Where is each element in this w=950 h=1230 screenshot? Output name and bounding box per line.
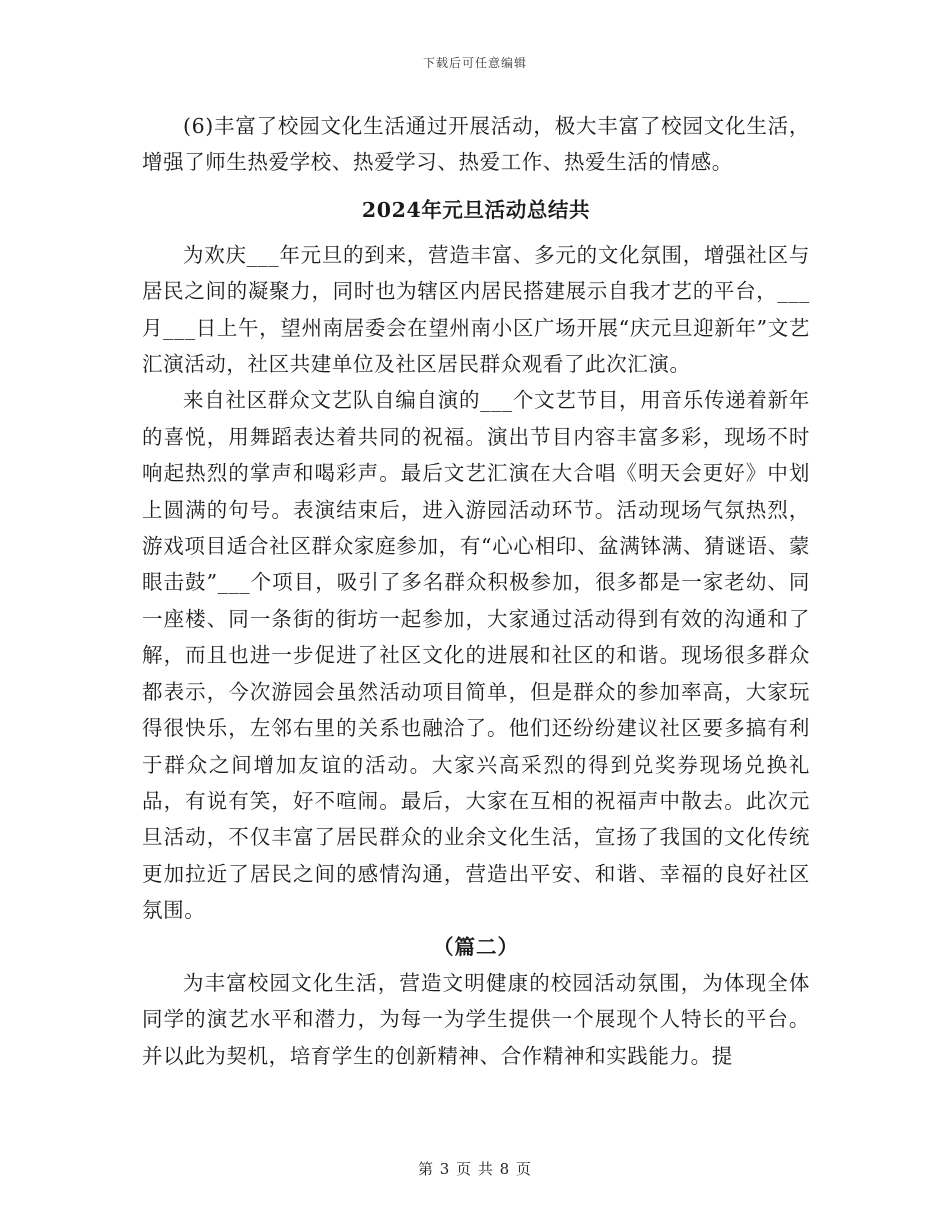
document-body [142,108,810,1074]
body-paragraph-1: 为欢庆___年元旦的到来，营造丰富、多元的文化氛围，增强社区与居民之间的凝聚力，同时也为辖区内居民搭建展示自我才艺的平台，___月___日上午，望州南居委会在望州南小区广场开展“庆元旦迎新年”文艺汇演活动，社区共建单位及社区居民群众观看了此次汇演。 [142,242,810,377]
intro-paragraph: (6)丰富了校园文化生活通过开展活动，极大丰富了校园文化生活，增强了师生热爱学校、热爱学习、热爱工作、热爱生活的情感。 [142,114,810,175]
section-paragraph: 为丰富校园文化生活，营造文明健康的校园活动氛围，为体现全体同学的演艺水平和潜力，为每一为学生提供一个展现个人特长的平台。并以此为契机，培育学生的创新精神、合作精神和实践能力。提 [142,970,810,1068]
body-paragraph-2: 来自社区群众文艺队自编自演的___个文艺节目，用音乐传递着新年的喜悦，用舞蹈表达着共同的祝福。演出节目内容丰富多彩，现场不时响起热烈的掌声和喝彩声。最后文艺汇演在大合唱《明天会更好》中划上圆满的句号。表演结束后，进入游园活动环节。活动现场气氛热烈，游戏项目适合社区群众家庭参加，有“心心相印、盆满钵满、猜谜语、蒙眼击鼓”___个项目，吸引了多名群众积极参加，很多都是一家老幼、同一座楼、同一条街的街坊一起参加，大家通过活动得到有效的沟通和了解，而且也进一步促进了社区文化的进展和社区的和谐。现场很多群众都表示，今次游园会虽然活动项目简单，但是群众的参加率高，大家玩得很快乐，左邻右里的关系也融洽了。他们还纷纷建议社区要多搞有利于群众之间增加友谊的活动。大家兴高采烈的得到兑奖券现场兑换礼品，有说有笑，好不喧闹。最后，大家在互相的祝福声中散去。此次元旦活动，不仅丰富了居民群众的业余文化生活，宣扬了我国的文化传统更加拉近了居民之间的感情沟通，营造出平安、和谐、幸福的良好社区氛围。 [142,388,810,923]
page-header: 下载后可任意编辑 [422,56,527,70]
section-heading: （篇二） [433,934,519,959]
page-number: 第 3 页 共 8 页 [418,1160,532,1178]
document-title: 2024年元旦活动总结共 [361,197,591,222]
